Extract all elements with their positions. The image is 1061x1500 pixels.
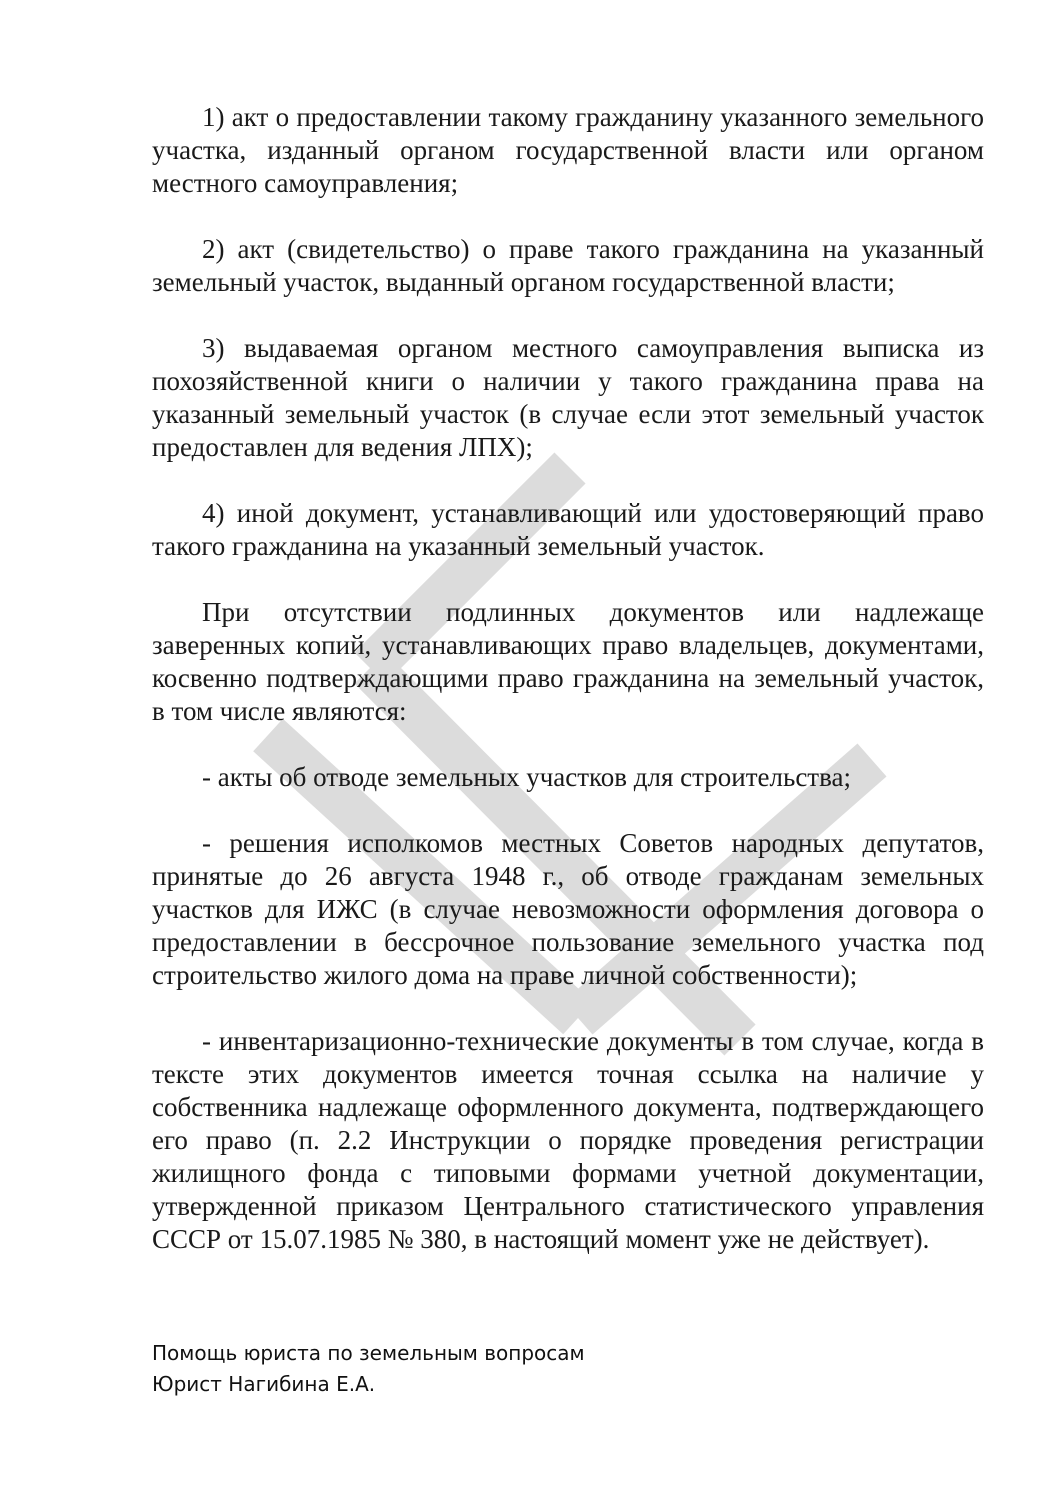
paragraph-other-document: 4) иной документ, устанавливающий или удостоверяющий право такого гражданина на указанный земельный участок. [152,498,984,561]
document-footer [152,1338,585,1400]
paragraph-act-certificate: 2) акт (свидетельство) о праве такого гражданина на указанный земельный участок, выданный органом государственной власти; [152,234,984,297]
paragraph-allotment-acts: - акты об отводе земельных участков для строительства; [202,762,851,792]
paragraph-executive-decisions: - решения исполкомов местных Советов народных депутатов, принятые до 26 августа 1948 г., об отводе гражданам земельных участков для ИЖС (в случае невозможности оформления договора о предоставлении в бессрочное пользование земельного участка под строительство жилого дома на праве личной собственности); [152,828,984,990]
footer-service-line: Помощь юриста по земельным вопросам [152,1341,585,1365]
paragraph-household-extract: 3) выдаваемая органом местного самоуправления выписка из похозяйственной книги о наличии у такого гражданина права на указанный земельный участок (в случае если этот земельный участок предоставлен для ведения ЛПХ); [152,333,984,462]
document-body [152,101,984,1256]
paragraph-missing-documents: При отсутствии подлинных документов или надлежаще заверенных копий, устанавливающих право владельцев, документами, косвенно подтверждающими право гражданина на земельный участок, в том числе являются: [152,597,984,726]
paragraph-inventory-documents: - инвентаризационно-технические документы в том случае, когда в тексте этих документов имеется точная ссылка на наличие у собственника надлежаще оформленного документа, подтверждающего его право (п. 2.2 Инструкции о порядке проведения регистрации жилищного фонда с типовыми формами учетной документации, утвержденной приказом Центрального статистического управления СССР от 15.07.1985 № 380, в настоящий момент уже не действует). [152,1026,984,1254]
paragraph-act-provision: 1) акт о предоставлении такому гражданину указанного земельного участка, изданный органом государственной власти или органом местного самоуправления; [152,102,984,198]
footer-author-line: Юрист Нагибина Е.А. [152,1372,376,1396]
